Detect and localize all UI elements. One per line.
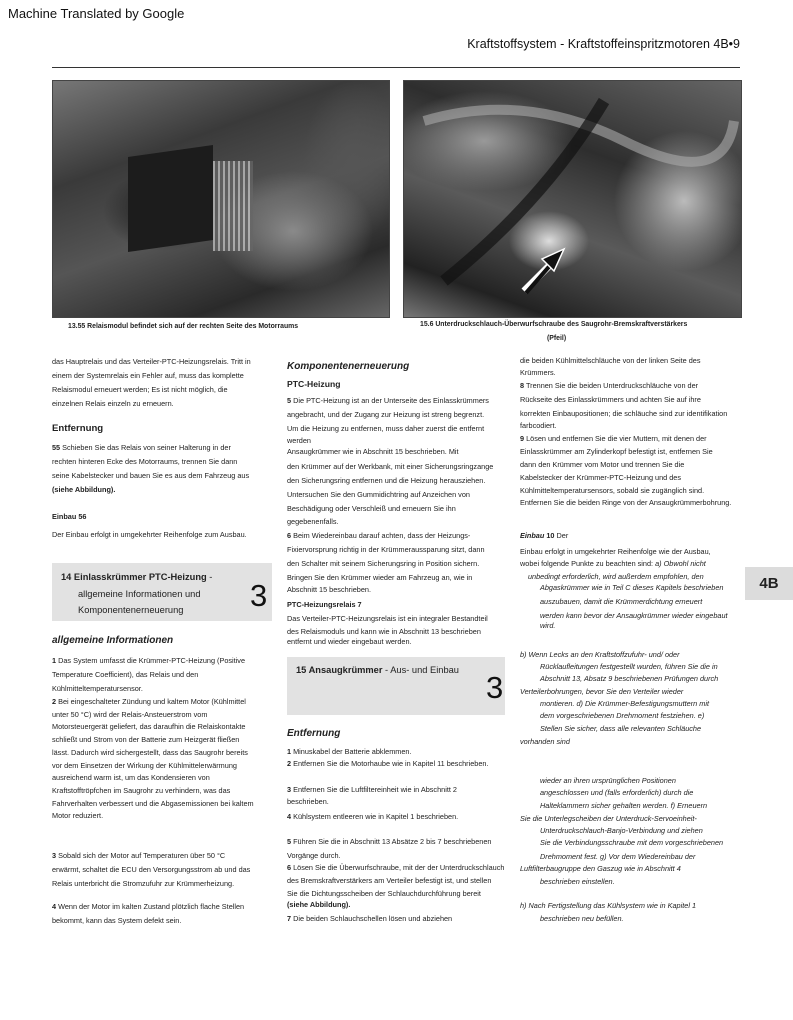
paragraph-5: den Krümmer auf der Werkbank, mit einer Sicherungsringzange <box>287 462 494 471</box>
paragraph-text: Der <box>554 531 569 540</box>
paragraph-3: erwärmt, schaltet die ECU den Versorgungsstrom ab und das <box>52 865 251 874</box>
paragraph-5 <box>287 395 489 407</box>
paragraph-5: Ansaugkrümmer wie in Abschnitt 15 beschrieben. Mit <box>287 447 459 456</box>
difficulty-rating-14: 3 <box>250 578 268 613</box>
paragraph-intro: Relaismodul erneuert werden; Es ist nicht möglich, die <box>52 385 228 394</box>
paragraph-text: Minuskabel der Batterie abklemmen. <box>291 747 412 756</box>
list-line: Luftfilterbaugruppe den Gaszug wie in Abschnitt 4 <box>520 864 681 873</box>
section-14-subtitle-line: Komponentenerneuerung <box>78 605 184 615</box>
step-6: Sie die Dichtungsscheiben der Schlauchdurchführung bereit <box>287 889 481 898</box>
paragraph-1: Kühlmitteltemperatursensor. <box>52 684 143 693</box>
list-line: auszubauen, damit die Krümmerdichtung erneuert <box>540 597 703 606</box>
list-line: wieder an ihren ursprünglichen Positionen <box>540 776 676 785</box>
list-line: vorhanden sind <box>520 737 570 746</box>
step-4 <box>287 811 458 823</box>
paragraph-text: Trennen Sie die beiden Unterdruckschläuche von der <box>524 381 699 390</box>
paragraph-2: Motorsteuergerät geliefert, das daraufhin die Relaiskontakte <box>52 722 246 731</box>
step-9: Entfernen Sie die beiden Ringe von der Ansaugkrümmerbohrung. <box>520 498 732 507</box>
list-item-a: a) Obwohl nicht <box>655 559 706 568</box>
section-15-title-bold: 15 Ansaugkrümmer <box>296 665 383 675</box>
figure-photo-relay-module <box>52 80 390 318</box>
paragraph-5: gegebenenfalls. <box>287 517 339 526</box>
paragraph-6: Fixiervorsprung richtig in der Krümmeraussparung sitzt, dann <box>287 545 485 554</box>
step-9: Kühlmitteltemperatursensors, sobald sie zugänglich sind. <box>520 486 705 495</box>
paragraph-number: 8 <box>520 381 525 390</box>
heading-ptc-heizungsrelais-7: PTC-Heizungsrelais 7 <box>287 600 362 609</box>
paragraph-text: Sobald sich der Motor auf Temperaturen über 50 °C <box>56 851 226 860</box>
paragraph-7: des Relaismoduls und kann wie in Abschnitt 13 beschrieben <box>287 627 481 636</box>
list-line: h) Nach Fertigstellung das Kühlsystem wie in Kapitel 1 <box>520 901 697 910</box>
paragraph-2: schließt und Strom von der Batterie zum Heizgerät fließen <box>52 735 240 744</box>
paragraph-number: 6 <box>287 531 292 540</box>
paragraph-4 <box>52 901 244 913</box>
step-2 <box>287 758 488 770</box>
arrow-icon <box>404 81 741 317</box>
machine-translation-watermark: Machine Translated by Google <box>8 6 185 21</box>
list-line: Sie die Unterlegscheiben der Unterdruck-Servoeinheit- <box>520 814 697 823</box>
paragraph-7: Das Verteiler-PTC-Heizungsrelais ist ein integraler Bestandteil <box>287 614 488 623</box>
paragraph-text: Bei eingeschalteter Zündung und kaltem Motor (Kühlmittel <box>56 697 246 706</box>
list-line: werden kann bevor der Ansaugkrümmer wieder eingebaut <box>540 611 728 620</box>
figure-caption-15-6: 15.6 Unterdruckschlauch-Überwurfschraube des Saugrohr-Bremskraftverstärkers <box>420 321 688 328</box>
paragraph-number: 7 <box>287 914 292 923</box>
paragraph-10 <box>520 558 706 570</box>
paragraph-text: Kühlsystem entleeren wie in Kapitel 1 beschrieben. <box>291 812 459 821</box>
paragraph-text: Wenn der Motor im kalten Zustand plötzlich flache Stellen <box>56 902 245 911</box>
list-line: Halteklammern sicher gehalten werden. f) Erneuern <box>540 801 708 810</box>
paragraph-4: bekommt, kann das System defekt sein. <box>52 916 182 925</box>
paragraph-6: Bringen Sie den Krümmer wieder am Fahrzeug an, wie in <box>287 573 473 582</box>
paragraph-text: Schieben Sie das Relais von seiner Halterung in der <box>60 443 231 452</box>
paragraph-intro: einzelnen Relais einzeln zu erneuern. <box>52 399 174 408</box>
paragraph-2: Kraftstofftröpfchen im Saugrohr zu verhindern, was das <box>52 786 231 795</box>
paragraph-10: Einbau erfolgt in umgekehrter Reihenfolge wie der Ausbau, <box>520 547 711 556</box>
paragraph-number: 55 <box>52 443 61 452</box>
section-14-title-bold: 14 Einlasskrümmer PTC-Heizung <box>61 572 207 582</box>
paragraph-number: 4 <box>52 902 57 911</box>
step-8: farbcodiert. <box>520 421 557 430</box>
step-1 <box>287 746 412 758</box>
list-line: unbedingt erforderlich, wird außerdem empfohlen, den <box>528 572 704 581</box>
paragraph-number: 3 <box>52 851 57 860</box>
paragraph-5: Um die Heizung zu entfernen, muss daher zuerst die entfernt <box>287 424 485 433</box>
paragraph-55: seine Kabelstecker und bauen Sie es aus dem Fahrzeug aus <box>52 471 250 480</box>
step-7 <box>287 913 452 925</box>
paragraph-intro: einem der Systemrelais ein Fehler auf, muss das komplette <box>52 371 244 380</box>
list-line: Rücklaufleitungen festgestellt wurden, führen Sie die in <box>540 662 718 671</box>
paragraph-number: 4 <box>287 812 292 821</box>
paragraph-5: den Sicherungsring entfernen und die Heizung herausziehen. <box>287 476 486 485</box>
list-line: Drehmoment fest. g) Vor dem Wiedereinbau der <box>540 852 696 861</box>
list-line: Verteilerbohrungen, bevor Sie den Verteiler wieder <box>520 687 684 696</box>
step-9 <box>520 433 707 445</box>
paragraph-number: 2 <box>52 697 57 706</box>
paragraph-5: werden <box>287 436 311 445</box>
paragraph-55 <box>52 442 231 454</box>
list-line: Abschnitt 13, Absatz 9 beschriebenen Prüfungen durch <box>540 674 719 683</box>
paragraph-2 <box>52 696 246 708</box>
running-title: Kraftstoffsystem - Kraftstoffeinspritzmotoren 4B•9 <box>467 37 740 51</box>
section-15-title-rest: - Aus- und Einbau <box>382 665 459 675</box>
step-5 <box>287 836 491 848</box>
paragraph-text: Lösen Sie die Überwurfschraube, mit der der Unterdruckschlauch <box>291 863 505 872</box>
paragraph-number: 6 <box>287 863 292 872</box>
paragraph-text: wobei folgende Punkte zu beachten sind: <box>520 559 656 568</box>
list-line: Unterdruckschlauch-Banjo-Verbindung und ziehen <box>540 826 703 835</box>
step-9: Kabelstecker der Krümmer-PTC-Heizung und des <box>520 473 682 482</box>
paragraph-2: Motor reduziert. <box>52 811 104 820</box>
header-divider <box>52 67 740 68</box>
step-6-figure-ref: (siehe Abbildung). <box>287 900 351 909</box>
list-line: beschrieben neu befüllen. <box>540 914 624 923</box>
step-5: Vorgänge durch. <box>287 851 341 860</box>
paragraph-6: den Schalter mit seinem Sicherungsring in Position sichern. <box>287 559 480 568</box>
paragraph-continued: Krümmers. <box>520 368 556 377</box>
heading-entfernung: Entfernung <box>52 423 104 434</box>
einbau-label: Einbau <box>520 531 545 540</box>
paragraph-number: 2 <box>287 759 292 768</box>
list-line: angeschlossen und (falls erforderlich) durch die <box>540 788 694 797</box>
paragraph-number: 10 <box>544 531 555 540</box>
step-6: des Bremskraftverstärkers am Verteiler befestigt ist, und stellen <box>287 876 492 885</box>
chapter-tab: 4B <box>745 567 793 600</box>
relay-module-shape <box>128 145 213 252</box>
heading-einbau-56: Einbau 56 <box>52 512 87 521</box>
paragraph-text: Die beiden Schlauchschellen lösen und abziehen <box>291 914 453 923</box>
figure-photo-vacuum-hose-union <box>403 80 742 318</box>
step-9: dann den Krümmer vom Motor und trennen Sie die <box>520 460 685 469</box>
step-3: beschrieben. <box>287 797 329 806</box>
list-line: Sie die Verbindungsschraube mit dem vorgeschriebenen <box>540 838 724 847</box>
paragraph-text: Lösen und entfernen Sie die vier Muttern, mit denen der <box>524 434 707 443</box>
paragraph-continued: die beiden Kühlmittelschläuche von der linken Seite des <box>520 356 701 365</box>
paragraph-5: angebracht, und der Zugang zur Heizung ist streng begrenzt. <box>287 410 485 419</box>
paragraph-text: Beim Wiedereinbau darauf achten, dass der Heizungs- <box>291 531 471 540</box>
paragraph-text: Entfernen Sie die Motorhaube wie in Kapitel 11 beschrieben. <box>291 759 489 768</box>
step-9: Einlasskrümmer am Zylinderkopf befestigt ist, entfernen Sie <box>520 447 713 456</box>
list-line: Abgaskrümmer wie in Teil C dieses Kapitels beschrieben <box>540 583 724 592</box>
paragraph-3: Relais unterbricht die Stromzufuhr zur Krümmerheizung. <box>52 879 235 888</box>
heading-komponentenerneuerung: Komponentenerneuerung <box>287 361 410 372</box>
difficulty-rating-15: 3 <box>486 670 504 705</box>
paragraph-number: 1 <box>52 656 57 665</box>
paragraph-55: rechten hinteren Ecke des Motorraums, trennen Sie dann <box>52 457 238 466</box>
paragraph-2: vor dem Einsetzen der Wirkung der Kühlmittelerwärmung <box>52 761 237 770</box>
paragraph-1 <box>52 655 245 667</box>
paragraph-55-figure-ref: (siehe Abbildung). <box>52 485 116 494</box>
section-14-title <box>61 570 212 584</box>
paragraph-7: entfernt und wieder eingebaut werden. <box>287 637 412 646</box>
list-line: dem vorgeschriebenen Drehmoment festziehen. e) <box>540 711 705 720</box>
list-line: b) Wenn Lecks an den Kraftstoffzufuhr- und/ oder <box>520 650 680 659</box>
heading-ptc-heizung: PTC-Heizung <box>287 379 341 389</box>
list-line: montieren. d) Die Krümmer-Befestigungsmuttern mit <box>540 699 709 708</box>
step-8 <box>520 380 698 392</box>
paragraph-text: Führen Sie die in Abschnitt 13 Absätze 2 bis 7 beschriebenen <box>291 837 492 846</box>
step-6 <box>287 862 504 874</box>
paragraph-56: Der Einbau erfolgt in umgekehrter Reihenfolge zum Ausbau. <box>52 530 247 539</box>
paragraph-text: Entfernen Sie die Luftfiltereinheit wie in Abschnitt 2 <box>291 785 457 794</box>
paragraph-number: 9 <box>520 434 525 443</box>
section-15-title <box>296 663 459 677</box>
list-line: wird. <box>540 621 556 630</box>
paragraph-number: 5 <box>287 396 292 405</box>
list-line: beschrieben einstellen. <box>540 877 615 886</box>
paragraph-number: 5 <box>287 837 292 846</box>
paragraph-number: 3 <box>287 785 292 794</box>
paragraph-1: Temperature Coefficient), das Relais und den <box>52 670 199 679</box>
heading-einbau-10 <box>520 530 568 542</box>
paragraph-text: Die PTC-Heizung ist an der Unterseite des Einlasskrümmers <box>291 396 489 405</box>
paragraph-5: Untersuchen Sie den Gummidichtring auf Anzeichen von <box>287 490 470 499</box>
paragraph-5: Beschädigung oder Verschleiß und erneuern Sie ihn <box>287 504 456 513</box>
paragraph-number: 1 <box>287 747 292 756</box>
heading-allgemeine-informationen: allgemeine Informationen <box>52 635 174 646</box>
paragraph-6: Abschnitt 15 beschrieben. <box>287 585 371 594</box>
step-8: Rückseite des Einlasskrümmers und achten Sie auf ihre <box>520 395 701 404</box>
paragraph-2: Fahrverhalten verbessert und die Abgasemissionen bei kaltem <box>52 799 254 808</box>
figure-caption-15-6-arrow: (Pfeil) <box>547 335 567 342</box>
section-14-subtitle-line: allgemeine Informationen und <box>78 589 201 599</box>
paragraph-2: unter 50 °C) wird der Relais-Ansteuerstrom vom <box>52 710 208 719</box>
step-8: korrekten Einbaupositionen; die schläuche sind zur identifikation <box>520 409 728 418</box>
list-line: Stellen Sie sicher, dass alle relevanten Schläuche <box>540 724 702 733</box>
step-3 <box>287 784 457 796</box>
heading-entfernung-15: Entfernung <box>287 728 341 739</box>
paragraph-6 <box>287 530 470 542</box>
paragraph-intro: das Hauptrelais und das Verteiler-PTC-Heizungsrelais. Tritt in <box>52 357 251 366</box>
paragraph-3 <box>52 850 225 862</box>
figure-caption-13-55: 13.55 Relaismodul befindet sich auf der rechten Seite des Motorraums <box>68 323 299 330</box>
section-14-title-dash: - <box>206 572 213 582</box>
paragraph-2: lässt. Dadurch wird sichergestellt, dass das Saugrohr bereits <box>52 748 248 757</box>
wiring-loom-shape <box>213 161 253 251</box>
paragraph-2: ausreichend warm ist, um das Kondensieren von <box>52 773 210 782</box>
paragraph-text: Das System umfasst die Krümmer-PTC-Heizung (Positive <box>56 656 246 665</box>
